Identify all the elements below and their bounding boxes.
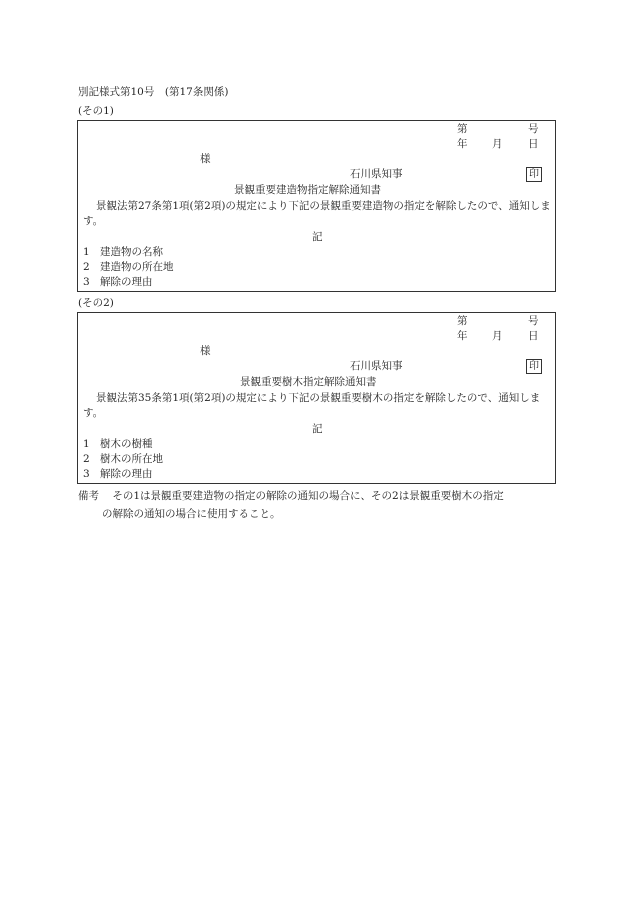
number-first: 第 — [457, 123, 468, 135]
item-number: 1 — [83, 438, 90, 450]
item-number: 3 — [83, 276, 90, 288]
item-number: 2 — [83, 261, 90, 273]
notice-body: 景観法第27条第1項(第2項)の規定により下記の景観重要建造物の指定を解除したので、通知します。 — [83, 200, 551, 227]
remarks — [78, 487, 556, 523]
item-text: 建造物の所在地 — [100, 261, 174, 273]
date-year: 年 — [457, 138, 468, 150]
remarks-label: 備考 — [78, 490, 99, 502]
issuer-name: 石川県知事 — [350, 168, 403, 180]
date-day: 日 — [528, 138, 539, 150]
ki-label: 記 — [312, 231, 323, 243]
date-year: 年 — [457, 330, 468, 342]
addressee-sama: 様 — [200, 345, 211, 357]
form-2-box — [77, 312, 556, 484]
form-title: 別記様式第10号 (第17条関係) — [78, 86, 229, 98]
number-go: 号 — [528, 315, 539, 327]
form-2-label: (その2) — [78, 297, 114, 309]
item-text: 樹木の樹種 — [100, 438, 153, 450]
remarks-text-line-2: の解除の通知の場合に使用すること。 — [102, 508, 281, 520]
date-month: 月 — [492, 330, 503, 342]
seal-stamp: 印 — [526, 167, 542, 182]
date-month: 月 — [492, 138, 503, 150]
number-go: 号 — [528, 123, 539, 135]
item-text: 解除の理由 — [100, 276, 153, 288]
ki-label: 記 — [312, 423, 323, 435]
issuer-name: 石川県知事 — [350, 360, 403, 372]
item-number: 3 — [83, 468, 90, 480]
item-text: 建造物の名称 — [100, 246, 163, 258]
item-text: 樹木の所在地 — [100, 453, 163, 465]
form-1-box — [77, 120, 556, 292]
item-text: 解除の理由 — [100, 468, 153, 480]
number-first: 第 — [457, 315, 468, 327]
remarks-text-line-1: その1は景観重要建造物の指定の解除の通知の場合に、その2は景観重要樹木の指定 — [112, 490, 504, 502]
notice-title: 景観重要建造物指定解除通知書 — [234, 184, 381, 196]
addressee-sama: 様 — [200, 153, 211, 165]
item-number: 2 — [83, 453, 90, 465]
form-1-label: (その1) — [78, 105, 114, 117]
date-day: 日 — [528, 330, 539, 342]
seal-stamp: 印 — [526, 359, 542, 374]
item-number: 1 — [83, 246, 90, 258]
notice-title: 景観重要樹木指定解除通知書 — [240, 376, 377, 388]
notice-body: 景観法第35条第1項(第2項)の規定により下記の景観重要樹木の指定を解除したので、通知します。 — [83, 392, 541, 419]
